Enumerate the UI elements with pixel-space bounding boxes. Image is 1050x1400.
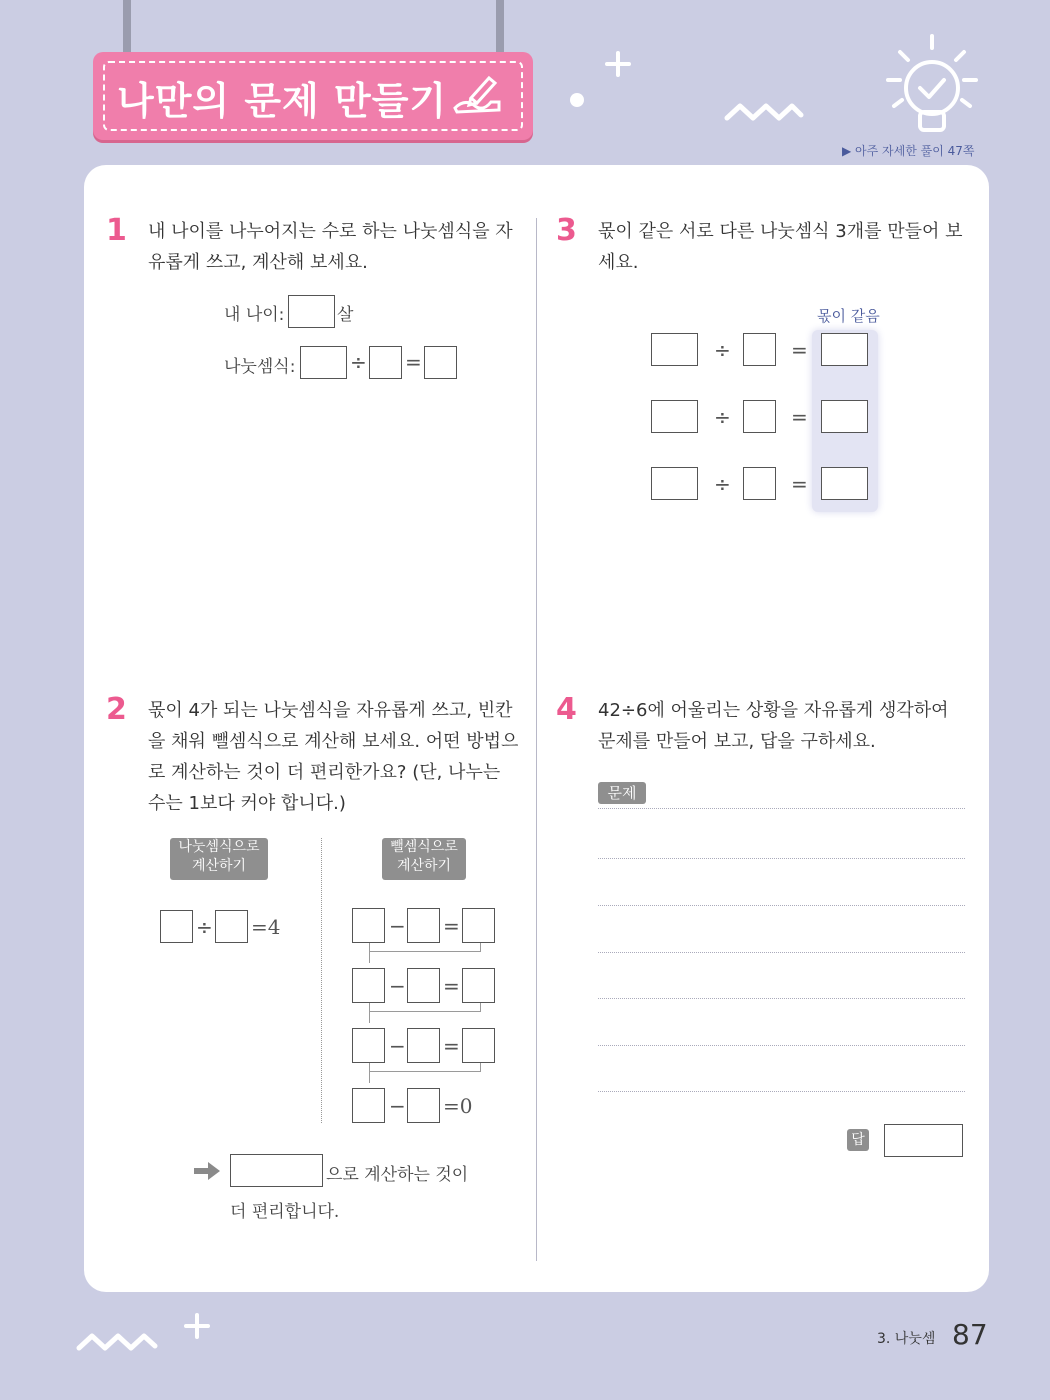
age-input-box[interactable]	[288, 295, 335, 328]
chapter-label: 3. 나눗셈	[877, 1331, 936, 1347]
writing-line[interactable]	[598, 905, 965, 906]
method-divider	[321, 838, 322, 1123]
q2-division-result: =4	[251, 915, 281, 939]
q3-row1-division-sign: ÷	[714, 338, 731, 362]
quotient-input-box[interactable]	[424, 346, 457, 379]
q3-row2-divisor-box[interactable]	[743, 400, 776, 433]
lightbulb-icon	[880, 30, 984, 140]
q3-row2-equals-sign: =	[791, 405, 808, 429]
equals-sign: =	[405, 350, 422, 374]
writing-line[interactable]	[598, 952, 965, 953]
q3-row1-divisor-box[interactable]	[743, 333, 776, 366]
sub-row4-mid-box[interactable]	[407, 1088, 440, 1123]
question-number-3: 3	[556, 213, 577, 248]
same-quotient-label: 몫이 같음	[817, 307, 880, 325]
q3-row2-dividend-box[interactable]	[651, 400, 698, 433]
q2-division-sign: ÷	[196, 915, 213, 939]
divisor-input-box[interactable]	[369, 346, 402, 379]
zigzag-decoration	[76, 1330, 158, 1354]
sub-final-result: =0	[443, 1094, 473, 1118]
division-sign: ÷	[350, 350, 367, 374]
q3-row1-dividend-box[interactable]	[651, 333, 698, 366]
pencil-hand-icon	[449, 72, 505, 116]
dot-decoration	[570, 93, 584, 107]
chain-connector	[369, 1071, 480, 1072]
writing-line[interactable]	[598, 858, 965, 859]
writing-line[interactable]	[598, 998, 965, 999]
sub-row3-result-box[interactable]	[462, 1028, 495, 1063]
problem-tag: 문제	[598, 782, 646, 804]
equals-sign: =	[443, 1034, 460, 1058]
column-divider	[536, 218, 537, 1261]
chain-connector	[369, 1003, 370, 1023]
question-number-4: 4	[556, 692, 577, 727]
q3-row2-quotient-box[interactable]	[821, 400, 868, 433]
writing-line[interactable]	[598, 808, 965, 809]
plus-decoration	[604, 50, 632, 78]
subtraction-method-tag: 뺄셈식으로 계산하기	[382, 838, 466, 880]
sub-row4-left-box[interactable]	[352, 1088, 385, 1123]
equals-sign: =	[443, 974, 460, 998]
chain-connector	[480, 1063, 481, 1072]
title-banner	[93, 52, 533, 140]
q2-divisor-box[interactable]	[215, 910, 248, 943]
q3-row1-equals-sign: =	[791, 338, 808, 362]
chain-connector	[480, 1003, 481, 1012]
equals-sign: =	[443, 914, 460, 938]
writing-line[interactable]	[598, 1045, 965, 1046]
chain-connector	[369, 1011, 480, 1012]
question-2-text: 몫이 4가 되는 나눗셈식을 자유롭게 쓰고, 빈칸을 채워 뺄셈식으로 계산해 보세요. 어떤 방법으로 계산하는 것이 더 편리한가요? (단, 나누는 수는 1보다 커야 합니다.)	[148, 700, 519, 814]
q3-row3-quotient-box[interactable]	[821, 467, 868, 500]
q2-dividend-box[interactable]	[160, 910, 193, 943]
q3-row3-equals-sign: =	[791, 472, 808, 496]
question-3-text: 몫이 같은 서로 다른 나눗셈식 3개를 만들어 보세요.	[598, 221, 963, 273]
page-number: 87	[952, 1318, 988, 1351]
page-title: 나만의 문제 만들기	[117, 79, 448, 123]
sub-row1-mid-box[interactable]	[407, 908, 440, 943]
hanger-rope-right	[496, 0, 504, 58]
answer-input-box[interactable]	[884, 1124, 963, 1157]
sub-row2-result-box[interactable]	[462, 968, 495, 1003]
q3-row3-dividend-box[interactable]	[651, 467, 698, 500]
question-number-1: 1	[106, 213, 127, 248]
age-label: 내 나이:	[224, 305, 285, 325]
question-number-2: 2	[106, 692, 127, 727]
minus-sign: −	[389, 974, 406, 998]
chain-connector	[369, 951, 480, 952]
minus-sign: −	[389, 1094, 406, 1118]
plus-decoration	[183, 1312, 211, 1340]
q3-row2-division-sign: ÷	[714, 405, 731, 429]
hanger-rope-left	[123, 0, 131, 58]
chain-connector	[369, 943, 370, 963]
conclusion-text-2: 더 편리합니다.	[230, 1202, 340, 1222]
minus-sign: −	[389, 1034, 406, 1058]
chain-connector	[369, 1063, 370, 1083]
dividend-input-box[interactable]	[300, 346, 347, 379]
division-method-tag: 나눗셈식으로 계산하기	[170, 838, 268, 880]
sub-row3-mid-box[interactable]	[407, 1028, 440, 1063]
question-4-text: 42÷6에 어울리는 상황을 자유롭게 생각하여 문제를 만들어 보고, 답을 구하세요.	[598, 700, 949, 752]
q3-row3-division-sign: ÷	[714, 472, 731, 496]
sub-row1-left-box[interactable]	[352, 908, 385, 943]
writing-line[interactable]	[598, 1091, 965, 1092]
sub-row1-result-box[interactable]	[462, 908, 495, 943]
sub-row2-left-box[interactable]	[352, 968, 385, 1003]
q3-row1-quotient-box[interactable]	[821, 333, 868, 366]
answer-tag: 답	[847, 1129, 869, 1151]
conclusion-text-1: 으로 계산하는 것이	[326, 1165, 469, 1185]
minus-sign: −	[389, 914, 406, 938]
question-1-text: 내 나이를 나누어지는 수로 하는 나눗셈식을 자유롭게 쓰고, 계산해 보세요.	[148, 221, 513, 273]
solution-page-hint: ▶ 아주 자세한 풀이 47쪽	[842, 144, 975, 158]
chain-connector	[480, 943, 481, 952]
better-method-input-box[interactable]	[230, 1154, 323, 1187]
sub-row2-mid-box[interactable]	[407, 968, 440, 1003]
zigzag-decoration	[724, 100, 804, 124]
division-expression-label: 나눗셈식:	[224, 357, 296, 377]
sub-row3-left-box[interactable]	[352, 1028, 385, 1063]
right-arrow-icon	[192, 1160, 222, 1182]
age-unit: 살	[337, 305, 354, 325]
q3-row3-divisor-box[interactable]	[743, 467, 776, 500]
